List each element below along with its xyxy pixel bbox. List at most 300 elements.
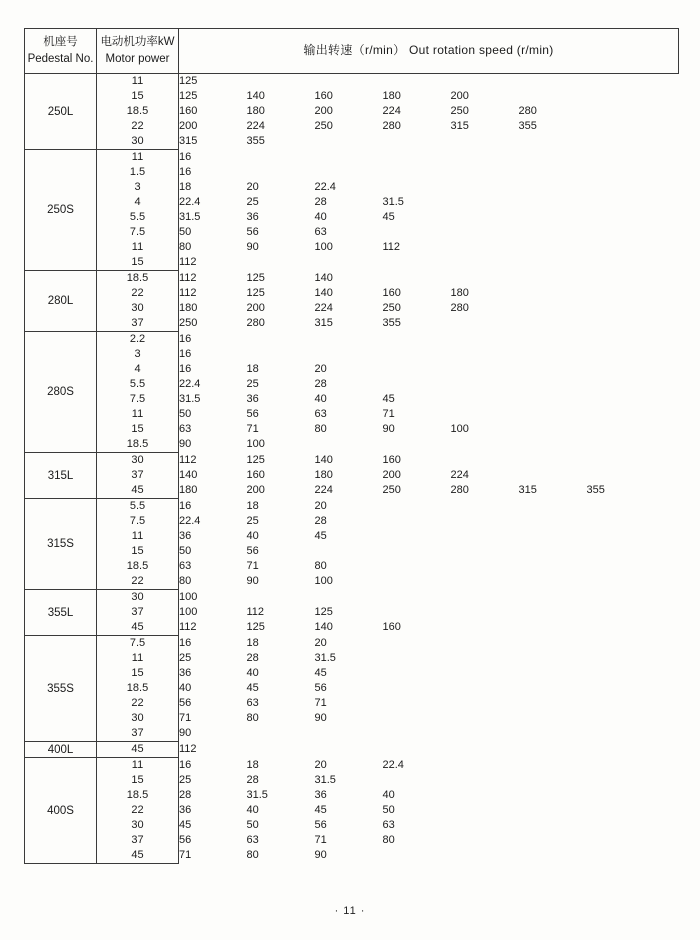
output-speed-cell: 50 — [382, 804, 395, 816]
output-speed-cell — [383, 666, 451, 681]
table-row — [25, 347, 679, 362]
output-speed-cell: 25 — [246, 515, 259, 527]
output-speed-cell: 140 — [314, 287, 333, 299]
table-row — [25, 818, 679, 833]
output-speed-cell: 28 — [314, 378, 327, 390]
pedestal-number-cell: 250S — [25, 150, 97, 271]
output-speed-cell — [587, 271, 679, 287]
table-header-row — [25, 29, 679, 74]
output-speed-cell — [383, 529, 451, 544]
motor-power-cell: 18.5 — [97, 271, 179, 287]
table-row — [25, 833, 679, 848]
output-speed-cell — [587, 726, 679, 742]
output-speed-cell — [519, 210, 587, 225]
pedestal-number-cell: 250L — [25, 74, 97, 150]
output-speed-cell — [587, 529, 679, 544]
output-speed-cell — [451, 681, 519, 696]
output-speed-cell: 90 — [246, 575, 259, 588]
output-speed-cell: 100 — [450, 423, 469, 435]
output-speed-cell — [519, 225, 587, 240]
output-speed-cell: 16 — [179, 150, 192, 163]
output-speed-cell: 71 — [179, 849, 192, 862]
table-row — [25, 559, 679, 574]
table-row — [25, 240, 679, 255]
table-row — [25, 74, 679, 90]
table-row — [25, 636, 679, 652]
output-speed-cell — [587, 590, 679, 606]
output-speed-cell — [247, 150, 315, 166]
pedestal-number-cell: 355S — [25, 636, 97, 742]
table-row — [25, 316, 679, 332]
output-speed-cell: 100 — [314, 241, 333, 253]
motor-power-cell: 22 — [97, 286, 179, 301]
output-speed-cell — [383, 605, 451, 620]
output-speed-cell — [587, 286, 679, 301]
output-speed-cell — [587, 788, 679, 803]
motor-power-cell: 30 — [97, 301, 179, 316]
motor-power-cell: 11 — [97, 758, 179, 774]
table-row — [25, 165, 679, 180]
output-speed-cell: 18 — [179, 181, 192, 193]
output-speed-cell: 160 — [382, 287, 401, 299]
output-speed-cell: 50 — [179, 545, 192, 557]
table-row — [25, 407, 679, 422]
output-speed-cell — [587, 332, 679, 348]
motor-power-cell: 30 — [97, 711, 179, 726]
output-speed-cell: 250 — [382, 484, 401, 497]
output-speed-cell — [587, 803, 679, 818]
output-speed-cell: 31.5 — [179, 393, 201, 405]
output-speed-cell: 25 — [179, 652, 192, 664]
output-speed-cell: 25 — [246, 378, 259, 390]
output-speed-cell — [587, 89, 679, 104]
motor-power-cell: 45 — [97, 742, 179, 758]
header-motor-power — [97, 29, 179, 74]
output-speed-cell — [315, 742, 383, 758]
output-speed-cell — [587, 499, 679, 515]
motor-power-cell: 7.5 — [97, 392, 179, 407]
output-speed-cell: 16 — [179, 166, 192, 178]
output-speed-cell: 16 — [179, 332, 192, 345]
output-speed-cell: 355 — [518, 120, 537, 132]
output-speed-cell: 280 — [518, 105, 537, 117]
output-speed-cell: 140 — [314, 271, 333, 284]
output-speed-cell — [519, 514, 587, 529]
output-speed-cell: 355 — [246, 135, 265, 148]
output-speed-cell: 100 — [246, 438, 265, 451]
table-row — [25, 180, 679, 195]
motor-power-cell: 37 — [97, 605, 179, 620]
output-speed-cell — [383, 726, 451, 742]
output-speed-cell — [587, 362, 679, 377]
table-row — [25, 574, 679, 590]
table-row — [25, 696, 679, 711]
table-row — [25, 271, 679, 287]
output-speed-cell: 250 — [314, 120, 333, 132]
table-row — [25, 453, 679, 469]
output-speed-cell — [519, 74, 587, 90]
output-speed-cell: 80 — [246, 849, 259, 862]
output-speed-cell — [519, 377, 587, 392]
pedestal-number-cell: 400S — [25, 758, 97, 864]
output-speed-cell — [451, 74, 519, 90]
motor-power-cell: 5.5 — [97, 210, 179, 225]
output-speed-cell: 63 — [179, 560, 192, 572]
output-speed-cell — [519, 362, 587, 377]
motor-power-cell: 15 — [97, 422, 179, 437]
output-speed-cell: 100 — [179, 590, 198, 603]
output-speed-cell — [451, 696, 519, 711]
output-speed-cell — [587, 180, 679, 195]
output-speed-cell — [519, 332, 587, 348]
table-row — [25, 742, 679, 758]
output-speed-cell — [587, 742, 679, 758]
output-speed-cell — [451, 574, 519, 590]
page-number: · 11 · — [334, 905, 366, 917]
output-speed-cell — [383, 180, 451, 195]
output-speed-cell: 20 — [246, 181, 259, 193]
output-speed-cell — [315, 332, 383, 348]
output-speed-cell: 63 — [246, 697, 259, 709]
output-speed-cell: 160 — [382, 621, 401, 634]
output-speed-cell: 80 — [179, 241, 192, 253]
output-speed-cell: 200 — [382, 469, 401, 481]
motor-power-cell: 45 — [97, 620, 179, 636]
output-speed-cell: 224 — [314, 302, 333, 314]
output-speed-cell: 180 — [246, 105, 265, 117]
output-speed-cell — [587, 119, 679, 134]
pedestal-number-cell: 355L — [25, 590, 97, 636]
table-row — [25, 711, 679, 726]
table-row — [25, 89, 679, 104]
output-speed-cell: 31.5 — [179, 211, 201, 223]
output-speed-cell — [587, 605, 679, 620]
motor-power-cell: 30 — [97, 453, 179, 469]
output-speed-cell: 31.5 — [382, 196, 404, 208]
motor-power-cell: 5.5 — [97, 499, 179, 515]
output-speed-cell — [587, 134, 679, 150]
output-speed-cell — [247, 255, 315, 271]
table-row — [25, 422, 679, 437]
output-speed-cell — [451, 833, 519, 848]
output-speed-cell — [315, 150, 383, 166]
output-speed-cell — [519, 620, 587, 636]
table-row — [25, 362, 679, 377]
output-speed-cell: 50 — [179, 226, 192, 238]
output-speed-cell — [383, 271, 451, 287]
output-speed-cell — [383, 377, 451, 392]
output-speed-cell — [519, 347, 587, 362]
header-output-speed: 输出转速（r/min） Out rotation speed (r/min) — [179, 29, 679, 74]
output-speed-cell: 112 — [179, 256, 197, 269]
output-speed-cell: 180 — [179, 302, 198, 314]
output-speed-cell: 40 — [246, 804, 259, 816]
output-speed-cell — [519, 833, 587, 848]
output-speed-cell — [383, 74, 451, 90]
motor-power-cell: 11 — [97, 150, 179, 166]
output-speed-cell — [587, 666, 679, 681]
output-speed-cell — [451, 788, 519, 803]
output-speed-cell — [315, 347, 383, 362]
output-speed-cell — [383, 574, 451, 590]
output-speed-cell: 40 — [314, 211, 327, 223]
output-speed-cell — [451, 180, 519, 195]
output-speed-cell: 200 — [246, 484, 265, 497]
output-speed-cell — [587, 437, 679, 453]
output-speed-cell — [519, 758, 587, 774]
output-speed-cell — [383, 150, 451, 166]
output-speed-cell: 112 — [382, 241, 401, 253]
output-speed-cell — [587, 150, 679, 166]
output-speed-cell: 112 — [179, 621, 197, 634]
output-speed-cell — [315, 544, 383, 559]
output-speed-cell: 45 — [314, 530, 327, 542]
output-speed-cell — [587, 651, 679, 666]
output-speed-cell: 224 — [382, 105, 401, 117]
motor-power-cell: 18.5 — [97, 437, 179, 453]
output-speed-cell — [451, 544, 519, 559]
output-speed-cell: 140 — [314, 453, 333, 466]
output-speed-cell: 71 — [314, 834, 327, 846]
output-speed-cell: 250 — [179, 317, 198, 330]
output-speed-cell: 56 — [179, 697, 192, 709]
output-speed-cell: 315 — [450, 120, 469, 132]
motor-power-cell: 22 — [97, 119, 179, 134]
motor-power-cell: 45 — [97, 848, 179, 864]
output-speed-cell: 40 — [382, 789, 395, 801]
output-speed-cell: 125 — [314, 606, 333, 618]
output-speed-cell — [519, 271, 587, 287]
header-pedestal — [25, 29, 97, 74]
output-speed-cell: 160 — [314, 90, 333, 102]
table-row — [25, 104, 679, 119]
output-speed-cell — [451, 316, 519, 332]
motor-power-cell: 7.5 — [97, 225, 179, 240]
motor-power-cell: 15 — [97, 255, 179, 271]
motor-power-cell: 37 — [97, 726, 179, 742]
output-speed-cell — [519, 195, 587, 210]
output-speed-cell — [587, 316, 679, 332]
output-speed-cell — [519, 392, 587, 407]
output-speed-cell — [383, 437, 451, 453]
output-speed-cell: 80 — [246, 712, 259, 724]
output-speed-cell — [587, 468, 679, 483]
output-speed-cell: 315 — [314, 317, 333, 330]
table-row — [25, 803, 679, 818]
output-speed-cell: 50 — [179, 408, 192, 420]
output-speed-cell — [383, 848, 451, 864]
output-speed-cell — [587, 210, 679, 225]
output-speed-cell: 140 — [246, 90, 265, 102]
output-speed-cell: 18 — [246, 758, 259, 771]
motor-power-cell: 2.2 — [97, 332, 179, 348]
output-speed-cell — [587, 104, 679, 119]
output-speed-cell — [587, 559, 679, 574]
output-speed-table — [24, 28, 679, 864]
header-pedestal-cn: 机座号 — [43, 36, 78, 49]
output-speed-cell: 112 — [246, 606, 265, 618]
output-speed-cell: 31.5 — [246, 789, 268, 801]
output-speed-cell — [451, 620, 519, 636]
output-speed-cell: 71 — [179, 712, 192, 724]
output-speed-cell — [451, 499, 519, 515]
output-speed-cell: 36 — [179, 667, 192, 679]
output-speed-cell — [587, 240, 679, 255]
output-speed-cell: 25 — [246, 196, 259, 208]
header-motor-power-cn: 电动机功率kW — [100, 36, 175, 49]
table-row — [25, 134, 679, 150]
output-speed-cell: 28 — [314, 196, 327, 208]
pedestal-number-cell: 315S — [25, 499, 97, 590]
output-speed-cell — [315, 74, 383, 90]
output-speed-cell — [519, 422, 587, 437]
motor-power-cell: 7.5 — [97, 514, 179, 529]
output-speed-cell: 45 — [382, 211, 395, 223]
motor-power-cell: 45 — [97, 483, 179, 499]
output-speed-cell — [383, 332, 451, 348]
table-row — [25, 605, 679, 620]
output-speed-cell — [451, 437, 519, 453]
output-speed-cell: 36 — [314, 789, 327, 801]
output-speed-cell: 125 — [246, 271, 265, 284]
output-speed-cell — [451, 773, 519, 788]
table-row — [25, 788, 679, 803]
output-speed-cell: 180 — [450, 287, 469, 299]
output-speed-cell — [587, 696, 679, 711]
output-speed-cell: 280 — [246, 317, 265, 330]
output-speed-cell — [519, 165, 587, 180]
output-speed-cell: 250 — [450, 105, 469, 117]
output-speed-cell — [383, 134, 451, 150]
output-speed-cell — [451, 240, 519, 255]
motor-power-cell: 22 — [97, 696, 179, 711]
output-speed-cell — [383, 651, 451, 666]
output-speed-cell: 224 — [246, 120, 265, 132]
output-speed-cell: 56 — [246, 545, 259, 557]
output-speed-cell — [247, 726, 315, 742]
output-speed-cell — [451, 590, 519, 606]
output-speed-cell — [451, 651, 519, 666]
output-speed-cell — [519, 240, 587, 255]
output-speed-cell: 22.4 — [314, 181, 336, 193]
output-speed-cell — [519, 150, 587, 166]
output-speed-cell — [451, 848, 519, 864]
output-speed-cell — [247, 590, 315, 606]
motor-power-cell: 4 — [97, 362, 179, 377]
output-speed-cell: 140 — [314, 621, 333, 634]
output-speed-cell — [519, 437, 587, 453]
output-speed-cell — [451, 362, 519, 377]
output-speed-cell — [519, 696, 587, 711]
output-speed-cell: 56 — [246, 226, 259, 238]
table-row — [25, 651, 679, 666]
table-row — [25, 392, 679, 407]
output-speed-cell: 45 — [246, 682, 259, 694]
output-speed-cell — [315, 165, 383, 180]
output-speed-cell — [519, 180, 587, 195]
output-speed-cell — [587, 165, 679, 180]
output-speed-cell — [383, 696, 451, 711]
output-speed-cell — [383, 559, 451, 574]
output-speed-cell: 20 — [314, 758, 327, 771]
output-speed-cell — [383, 225, 451, 240]
table-row — [25, 514, 679, 529]
output-speed-cell: 200 — [179, 120, 198, 132]
output-speed-cell: 45 — [179, 819, 192, 831]
table-row — [25, 544, 679, 559]
table-row — [25, 483, 679, 499]
motor-power-cell: 15 — [97, 773, 179, 788]
output-speed-cell: 56 — [246, 408, 259, 420]
spec-table-container — [24, 28, 676, 864]
motor-power-cell: 1.5 — [97, 165, 179, 180]
output-speed-cell — [519, 453, 587, 469]
output-speed-cell: 125 — [179, 75, 198, 87]
motor-power-cell: 18.5 — [97, 788, 179, 803]
output-speed-cell — [519, 574, 587, 590]
output-speed-cell: 100 — [179, 606, 198, 618]
output-speed-cell — [587, 711, 679, 726]
output-speed-cell — [247, 74, 315, 90]
output-speed-cell: 28 — [246, 774, 259, 786]
output-speed-cell — [519, 255, 587, 271]
output-speed-cell: 80 — [314, 423, 327, 435]
output-speed-cell — [587, 620, 679, 636]
table-row — [25, 529, 679, 544]
output-speed-cell — [587, 833, 679, 848]
output-speed-cell — [519, 848, 587, 864]
output-speed-cell: 45 — [382, 393, 395, 405]
output-speed-cell — [519, 666, 587, 681]
output-speed-cell — [587, 407, 679, 422]
output-speed-cell: 90 — [382, 423, 395, 435]
pedestal-number-cell: 400L — [25, 742, 97, 758]
output-speed-cell: 22.4 — [179, 515, 201, 527]
output-speed-cell — [519, 499, 587, 515]
output-speed-cell: 224 — [314, 484, 333, 497]
output-speed-cell — [247, 332, 315, 348]
output-speed-cell — [587, 255, 679, 271]
output-speed-cell — [451, 758, 519, 774]
output-speed-cell — [519, 286, 587, 301]
output-speed-cell — [383, 514, 451, 529]
motor-power-cell: 18.5 — [97, 559, 179, 574]
table-header — [25, 29, 679, 74]
motor-power-cell: 11 — [97, 529, 179, 544]
output-speed-cell: 355 — [382, 317, 401, 330]
motor-power-cell: 15 — [97, 544, 179, 559]
output-speed-cell: 71 — [246, 423, 259, 435]
table-row — [25, 119, 679, 134]
output-speed-cell: 18 — [246, 363, 259, 375]
output-speed-cell — [451, 271, 519, 287]
output-speed-cell: 80 — [382, 834, 395, 846]
output-speed-cell: 22.4 — [179, 378, 201, 390]
output-speed-cell — [587, 848, 679, 864]
output-speed-cell — [451, 636, 519, 652]
output-speed-cell — [315, 134, 383, 150]
motor-power-cell: 4 — [97, 195, 179, 210]
output-speed-cell — [587, 377, 679, 392]
output-speed-cell: 40 — [246, 667, 259, 679]
motor-power-cell: 30 — [97, 590, 179, 606]
output-speed-cell — [383, 544, 451, 559]
output-speed-cell — [247, 742, 315, 758]
output-speed-cell — [519, 590, 587, 606]
output-speed-cell — [587, 544, 679, 559]
output-speed-cell — [587, 422, 679, 437]
motor-power-cell: 37 — [97, 468, 179, 483]
